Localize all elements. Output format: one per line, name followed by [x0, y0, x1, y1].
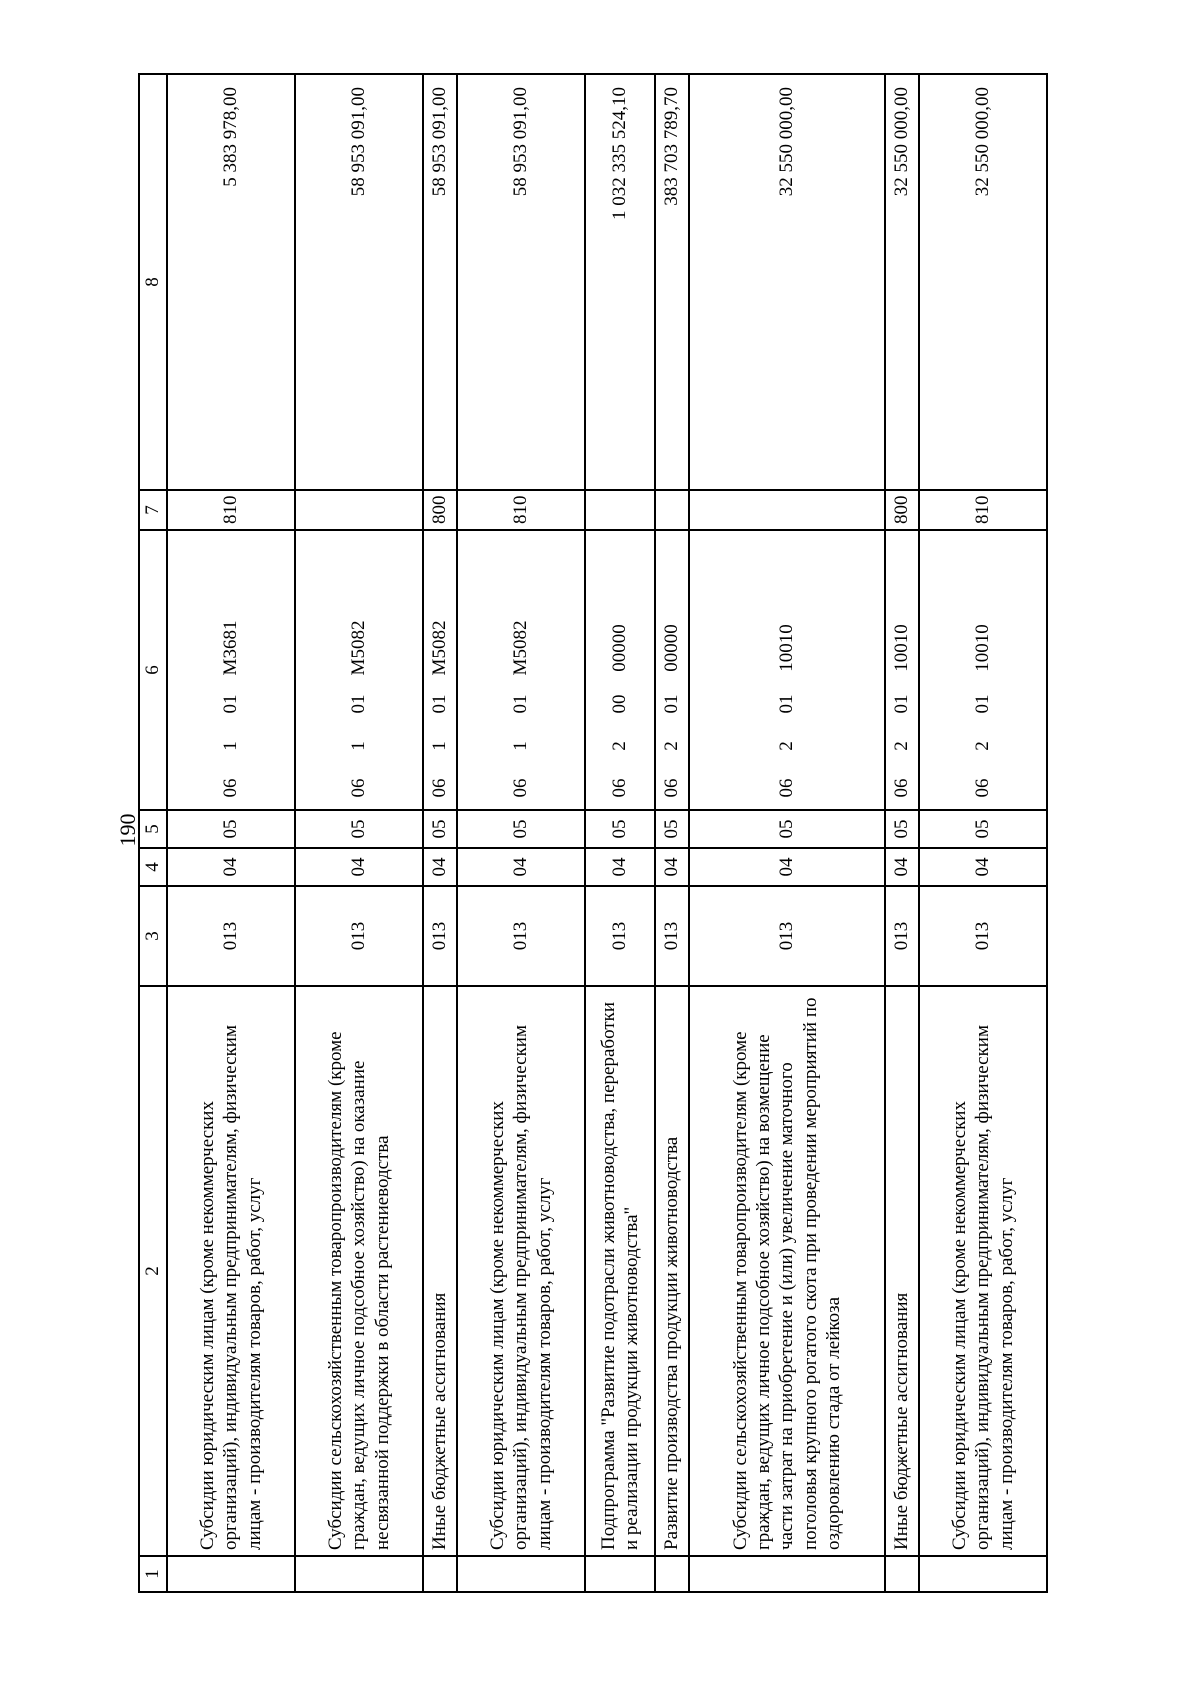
table-row [689, 74, 885, 1592]
csr-direction: М3681 [220, 620, 241, 676]
amount-cell: 1 032 335 524,10 [585, 74, 655, 490]
section-code-cell: 04 [885, 848, 919, 886]
table-row [423, 74, 457, 1592]
csr-direction: М5082 [510, 620, 531, 676]
row-number-cell [457, 1556, 585, 1592]
csr-subprogram: 2 [661, 741, 682, 751]
header-col-8: 8 [139, 74, 167, 490]
header-col-5: 5 [139, 810, 167, 848]
table-row [585, 74, 655, 1592]
ministry-code-cell: 013 [919, 886, 1047, 986]
csr-program: 06 [609, 778, 630, 798]
target-article-cell [689, 530, 885, 810]
csr-program: 06 [891, 778, 912, 798]
target-article-cell [885, 530, 919, 810]
header-row [139, 74, 167, 1592]
csr-subprogram: 2 [891, 741, 912, 751]
csr-subprogram: 1 [429, 741, 450, 751]
csr-direction: М5082 [429, 620, 450, 676]
amount-cell: 5 383 978,00 [167, 74, 295, 490]
section-code-cell: 04 [689, 848, 885, 886]
page-number: 190 [115, 813, 140, 847]
description-cell: Субсидии юридическим лицам (кроме некоммерческих организаций), индивидуальным предпринимателям, физическим лицам - производителям товаров, работ, услуг [167, 986, 295, 1556]
header-col-7: 7 [139, 490, 167, 530]
csr-direction: М5082 [348, 620, 369, 676]
ministry-code-cell: 013 [167, 886, 295, 986]
amount-cell: 58 953 091,00 [457, 74, 585, 490]
row-number-cell [919, 1556, 1047, 1592]
target-article-cell [585, 530, 655, 810]
csr-direction: 10010 [891, 624, 912, 672]
section-code-cell: 04 [655, 848, 689, 886]
expense-type-cell [689, 490, 885, 530]
section-code-cell: 04 [167, 848, 295, 886]
expense-type-cell [655, 490, 689, 530]
csr-event: 01 [220, 694, 241, 714]
section-code-cell: 04 [919, 848, 1047, 886]
description-cell: Развитие производства продукции животноводства [655, 986, 689, 1556]
section-code-cell: 04 [423, 848, 457, 886]
amount-cell: 32 550 000,00 [689, 74, 885, 490]
description-cell: Подпрограмма "Развитие подотрасли животноводства, переработки и реализации продукции животноводства" [585, 986, 655, 1556]
csr-program: 06 [510, 778, 531, 798]
target-article-cell [167, 530, 295, 810]
expense-type-cell [295, 490, 423, 530]
section-code-cell: 04 [585, 848, 655, 886]
target-article-cell [423, 530, 457, 810]
table-row [885, 74, 919, 1592]
table-row [295, 74, 423, 1592]
target-article-cell [655, 530, 689, 810]
amount-cell: 383 703 789,70 [655, 74, 689, 490]
description-cell: Субсидии юридическим лицам (кроме некоммерческих организаций), индивидуальным предпринимателям, физическим лицам - производителям товаров, работ, услуг [457, 986, 585, 1556]
csr-subprogram: 1 [348, 741, 369, 751]
csr-program: 06 [220, 778, 241, 798]
description-cell: Субсидии юридическим лицам (кроме некоммерческих организаций), индивидуальным предпринимателям, физическим лицам - производителям товаров, работ, услуг [919, 986, 1047, 1556]
expense-type-cell: 800 [423, 490, 457, 530]
expense-type-cell: 810 [919, 490, 1047, 530]
subsection-code-cell: 05 [167, 810, 295, 848]
description-cell: Субсидии сельскохозяйственным товаропроизводителям (кроме граждан, ведущих личное подсобное хозяйство) на возмещение части затрат на приобретение и (или) увеличение маточного поголовья крупного рогатого скота при проведении мероприятий по оздоровлению стада от лейкоза [689, 986, 885, 1556]
row-number-cell [423, 1556, 457, 1592]
subsection-code-cell: 05 [295, 810, 423, 848]
row-number-cell [885, 1556, 919, 1592]
subsection-code-cell: 05 [885, 810, 919, 848]
csr-event: 00 [609, 694, 630, 714]
csr-event: 01 [891, 694, 912, 714]
csr-event: 01 [972, 694, 993, 714]
csr-program: 06 [348, 778, 369, 798]
csr-event: 01 [661, 694, 682, 714]
header-col-4: 4 [139, 848, 167, 886]
csr-direction: 00000 [609, 624, 630, 672]
description-cell: Иные бюджетные ассигнования [423, 986, 457, 1556]
header-col-6: 6 [139, 530, 167, 810]
subsection-code-cell: 05 [655, 810, 689, 848]
description-cell: Иные бюджетные ассигнования [885, 986, 919, 1556]
csr-direction: 10010 [972, 624, 993, 672]
csr-event: 01 [429, 694, 450, 714]
subsection-code-cell: 05 [423, 810, 457, 848]
amount-cell: 32 550 000,00 [919, 74, 1047, 490]
csr-subprogram: 2 [776, 741, 797, 751]
csr-subprogram: 1 [220, 741, 241, 751]
expense-type-cell: 810 [167, 490, 295, 530]
row-number-cell [585, 1556, 655, 1592]
header-col-2: 2 [139, 986, 167, 1556]
csr-subprogram: 2 [972, 741, 993, 751]
csr-program: 06 [776, 778, 797, 798]
header-col-3: 3 [139, 886, 167, 986]
budget-table [138, 73, 1048, 1593]
csr-subprogram: 1 [510, 741, 531, 751]
ministry-code-cell: 013 [423, 886, 457, 986]
csr-program: 06 [972, 778, 993, 798]
section-code-cell: 04 [457, 848, 585, 886]
ministry-code-cell: 013 [655, 886, 689, 986]
section-code-cell: 04 [295, 848, 423, 886]
csr-program: 06 [661, 778, 682, 798]
csr-program: 06 [429, 778, 450, 798]
budget-table-rotated [138, 75, 1118, 1593]
expense-type-cell: 800 [885, 490, 919, 530]
ministry-code-cell: 013 [295, 886, 423, 986]
ministry-code-cell: 013 [885, 886, 919, 986]
subsection-code-cell: 05 [457, 810, 585, 848]
header-col-1: 1 [139, 1556, 167, 1592]
subsection-code-cell: 05 [585, 810, 655, 848]
target-article-cell [457, 530, 585, 810]
amount-cell: 58 953 091,00 [295, 74, 423, 490]
csr-direction: 00000 [661, 624, 682, 672]
expense-type-cell: 810 [457, 490, 585, 530]
amount-cell: 58 953 091,00 [423, 74, 457, 490]
csr-event: 01 [510, 694, 531, 714]
target-article-cell [295, 530, 423, 810]
expense-type-cell [585, 490, 655, 530]
row-number-cell [167, 1556, 295, 1592]
ministry-code-cell: 013 [689, 886, 885, 986]
subsection-code-cell: 05 [919, 810, 1047, 848]
row-number-cell [655, 1556, 689, 1592]
csr-subprogram: 2 [609, 741, 630, 751]
ministry-code-cell: 013 [585, 886, 655, 986]
row-number-cell [689, 1556, 885, 1592]
table-row [457, 74, 585, 1592]
description-cell: Субсидии сельскохозяйственным товаропроизводителям (кроме граждан, ведущих личное подсобное хозяйство) на оказание несвязанной поддержки в области растениеводства [295, 986, 423, 1556]
ministry-code-cell: 013 [457, 886, 585, 986]
target-article-cell [919, 530, 1047, 810]
amount-cell: 32 550 000,00 [885, 74, 919, 490]
subsection-code-cell: 05 [689, 810, 885, 848]
csr-event: 01 [348, 694, 369, 714]
table-row [655, 74, 689, 1592]
table-row [919, 74, 1047, 1592]
csr-event: 01 [776, 694, 797, 714]
table-row [167, 74, 295, 1592]
row-number-cell [295, 1556, 423, 1592]
csr-direction: 10010 [776, 624, 797, 672]
